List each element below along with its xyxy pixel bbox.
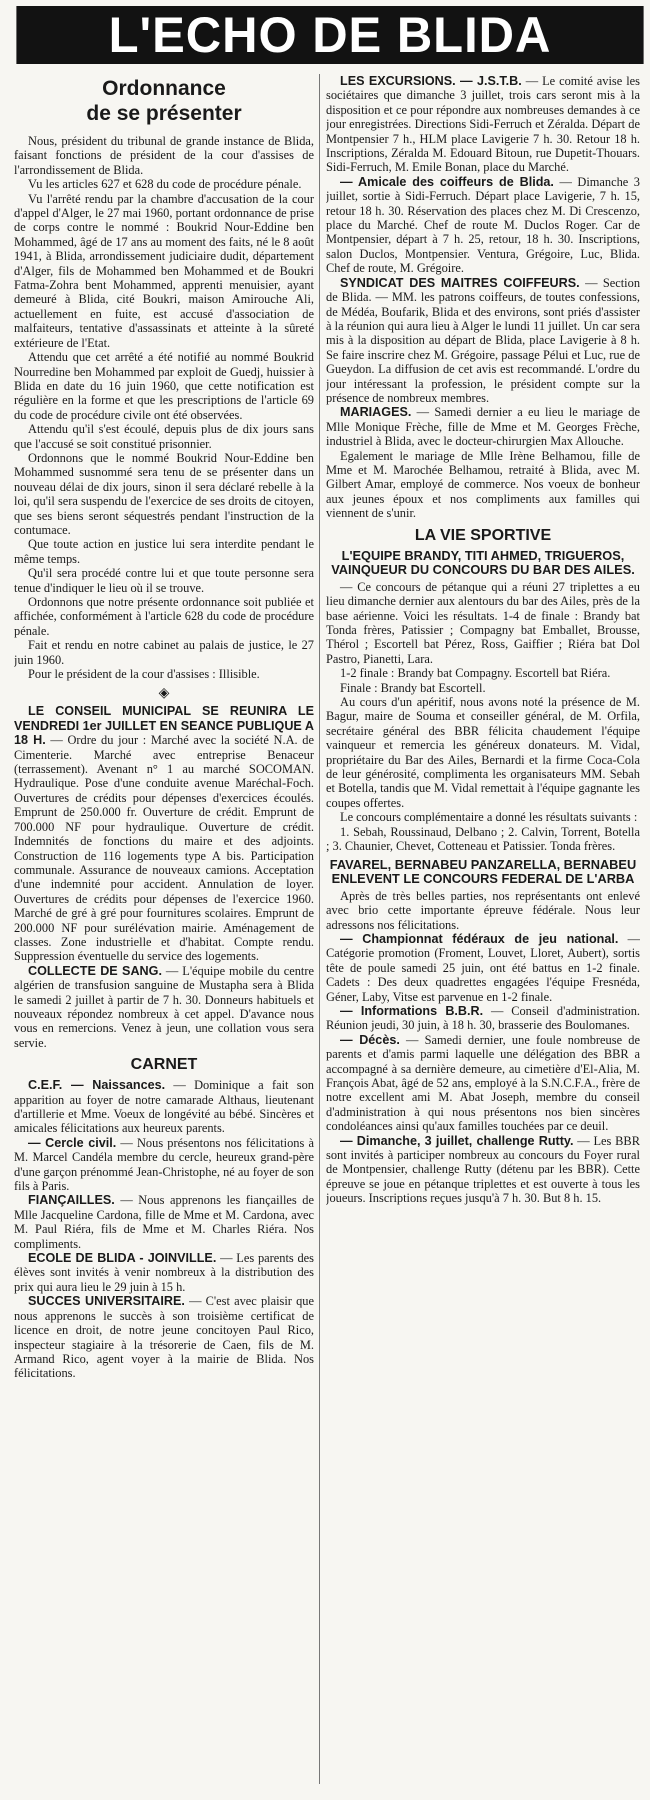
vie-sportive-title: LA VIE SPORTIVE [414, 526, 552, 544]
ordonnance-paragraph: Attendu que cet arrêté a été notifié au nommé Boukrid Nourredine ben Mohammed par exploit de Guedj, huissier à Blida en date du 16 juin 1960, que cette notification est régulière en la forme et que les prescriptions de l'article 69 du code de procédure civile ont été observées. [14, 350, 314, 422]
mariages-headline: MARIAGES. [340, 405, 412, 420]
ordonnance-paragraph: Fait et rendu en notre cabinet au palais de justice, le 27 juin 1960. [14, 638, 314, 667]
ordonnance-paragraph: Ordonnons que notre présente ordonnance soit publiée et affichée, conformément à l'article 628 du code de procédure pénale. [14, 595, 314, 638]
ordonnance-paragraph: Attendu qu'il s'est écoulé, depuis plus de dix jours sans que l'accusé se soit constitué prisonnier. [14, 422, 314, 451]
brandy-paragraph: Au cours d'un apéritif, nous avons noté la présence de M. Bagur, maire de Souma et conseiller général, de M. Orfila, secrétaire général des BBR félicita chaudement l'équipe vainqueur et remercia les généreux donateurs. M. Vidal, propriétaire du Bar des Ailes, Bernardi et la firme Coca-Cola de leur générosité, complimenta les organisateurs MM. Sebah et Botella, tandis que M. Vidal remettait à l'équipe gagnante les coupes offertes. [326, 695, 640, 810]
ordonnance-paragraph: Ordonnons que le nommé Boukrid Nour-Eddine ben Mohammed susnommé sera tenu de se présenter dans un nouveau délai de dix jours, sinon il sera déclaré rebelle à la loi, qu'il sera suspendu de l'exercice de ses droits de citoyen, que ses biens seront séquestrés pendant l'instruction de la contumace. [14, 450, 314, 537]
succes-body: — C'est avec plaisir que nous apprenons le succès à son troisième certificat de licence en droit, de notre jeune concitoyen Paul Rico, inspecteur stagiaire à la trésorerie de Caen, fils de M. Armand Rico, agent voyer à la mairie de Blida. Nos félicitations. [14, 1294, 314, 1381]
ordonnance-title-line1: Ordonnance [102, 77, 226, 100]
ornament-separator: ◈ [158, 686, 170, 702]
syndicat-article [326, 276, 640, 406]
championnat-body: — Catégorie promotion (Froment, Louvet, Lloret, Aubert), sortis tête de poule samedi 25 juin, ont été battus en 1-2 finale. Cadets : Des deux quadrettes engagées l'équipe Fresnéda, Géner, Laby, Vitse est parvenue en 1-2 finale. [326, 931, 640, 1004]
deces-body: — Samedi dernier, une foule nombreuse de parents et d'amis parmi laquelle une délégation des BBR a accompagné à sa dernière demeure, au cimetière d'El-Alia, M. François Abat, âgé de 52 ans, employé à la S.N.C.F.A., frère de notre excellent ami M. Abat Joseph, membre du conseil d'administration à qui nous présentons nos bien sincères condoléances ainsi qu'aux familles touchées par ce deuil. [326, 1032, 640, 1134]
left-column [14, 74, 314, 1792]
ordonnance-title-line2: de se présenter [86, 102, 242, 125]
right-column [326, 74, 640, 1792]
succes-article [14, 1294, 314, 1380]
cef-article [14, 1078, 314, 1136]
collecte-headline: COLLECTE DE SANG. [28, 963, 162, 978]
ordonnance-paragraph: Qu'il sera procédé contre lui et que toute personne sera tenue d'indiquer le lieu où il se trouve. [14, 566, 314, 595]
ecole-article [14, 1251, 314, 1294]
fiancailles-headline: FIANÇAILLES. [28, 1193, 115, 1208]
ordonnance-paragraph: Vu les articles 627 et 628 du code de procédure pénale. [28, 177, 302, 192]
brandy-paragraph: 1-2 finale : Brandy bat Compagny. Escortell bat Riéra. [340, 666, 611, 681]
amicale-body: — Dimanche 3 juillet, sortie à Sidi-Ferruch. Départ place Lavigerie, 7 h. 15, retour 18 h. 30. Réservation des places chez M. Di Crescenzo, place du Marché. Chef de route M. Duclos Roger. Car de Montpensier, départ à 7 h. 25, retour, 18 h. 30. Inscriptions, salon Duclos, Montpensier. Ventura, Grégoire, Luc, Blida. Chef de route, M. Grégoire. [326, 174, 640, 276]
mariages-paragraph: Egalement le mariage de Mlle Irène Belhamou, fille de Mme et M. Marochée Belhamou, retraité à Blida, avec M. Gilbert Amar, employé de commerce. Nos voeux de bonheur aux jeunes époux et nos compliments aux familles qui viennent de s'unir. [326, 448, 640, 521]
fiancailles-article [14, 1193, 314, 1251]
mariages-article [326, 405, 640, 448]
championnat-article [326, 932, 640, 1004]
dimanche-headline: — Dimanche, 3 juillet, challenge Rutty. [340, 1133, 574, 1148]
brandy-paragraph: 1. Sebah, Roussinaud, Delbano ; 2. Calvin, Torrent, Botella ; 3. Chaunier, Chevet, Cotteneau et Patissier. Tonda frères. [326, 824, 640, 854]
brandy-headline: L'EQUIPE BRANDY, TITI AHMED, TRIGUEROS, VAINQUEUR DU CONCOURS DU BAR DES AILES. [331, 547, 635, 578]
brandy-paragraph: — Ce concours de pétanque qui a réuni 27 triplettes a eu lieu dimanche dernier aux alentours du bar des Ailes, près de la base aérienne. Voici les résultats. 1-4 de finale : Brandy bat Tonda frères, Patissier ; Compagny bat Emballet, Brousse, Thérol ; Escortell bat Pérez, Ross, Gaiffier ; Riéra bat Dol Pastro, Pianetti, Lara. [326, 579, 640, 666]
deces-article [326, 1033, 640, 1134]
collecte-body: — L'équipe mobile du centre algérien de transfusion sanguine de Mustapha sera à Blida le samedi 2 juillet à partir de 7 h. 30. Donneurs habituels et nouveaux répondez nombreux à cet appel. D'avance nous vous en remercions. Venez à jeun, une collation vous sera servie. [14, 963, 314, 1050]
conseil-article [14, 704, 314, 963]
ecole-body: — Les parents des élèves sont invités à venir nombreux à la distribution des prix qui aura lieu le 29 juin à 15 h. [14, 1251, 314, 1294]
mariages-body: — Samedi dernier a eu lieu le mariage de Mlle Monique Frèche, fille de Mme et M. Georges Frèche, industriel à Blida, avec le docteur-chirurgien Max Allouche. [326, 405, 640, 449]
excursions-article [326, 74, 640, 175]
ordonnance-paragraph: Nous, président du tribunal de grande instance de Blida, faisant fonctions de président de la cour d'assises de l'arrondissement de Blida. [14, 134, 314, 177]
ordonnance-title [14, 76, 314, 126]
deces-headline: — Décès. [340, 1032, 400, 1047]
ordonnance-signature: Pour le président de la cour d'assises : Illisible. [28, 667, 260, 682]
cef-headline: C.E.F. — Naissances. [28, 1078, 166, 1093]
syndicat-headline: SYNDICAT DES MAITRES COIFFEURS. [340, 275, 580, 290]
cercle-headline: — Cercle civil. [28, 1135, 117, 1150]
ecole-headline: ECOLE DE BLIDA - JOINVILLE. [28, 1251, 217, 1266]
favarel-headline: FAVAREL, BERNABEU PANZARELLA, BERNABEU ENLEVENT LE CONCOURS FEDERAL DE L'ARBA [329, 856, 637, 887]
ordonnance-paragraph: Que toute action en justice lui sera interdite pendant le même temps. [14, 537, 314, 566]
brandy-paragraph: Finale : Brandy bat Escortell. [340, 680, 486, 695]
conseil-body: — Ordre du jour : Marché avec la société N.A. de Cimenterie. Marché avec entreprise Benaceur (terrassement). Avenant n° 1 au marché SOCOMAN. Hydraulique. Pose d'une conduite avenue Maréchal-Foch. Ouvertures de crédits pour dépenses d'exercices écoulés. Emprunt de 250.000 fr. Ouverture de crédit. Emprunt de 700.000 NF pour hydraulique. Ouverture de crédit. Indemnités de fonctions du maire et des adjoints. Construction de 116 logements type A bis. Participation communale. Assurance de nouveaux camions. Acceptation d'une indemnité pour accident. Annulation de loyer. Ouvertures de crédits pour dépenses de l'exercice 1960. Marché de gré à gré pour fournitures scolaires. Emprunt de 200.000 NF pour surélévation mairie. Aménagement de classes. Zone industrielle et d'habitat. Compte rendu. Suppression éventuelle du service des logements. [14, 733, 314, 964]
conseil-headline: LE CONSEIL MUNICIPAL SE REUNIRA LE VENDREDI 1er JUILLET EN SEANCE PUBLIQUE A 18 H. [14, 704, 314, 748]
column-divider [319, 74, 320, 1784]
succes-headline: SUCCES UNIVERSITAIRE. [28, 1294, 185, 1309]
favarel-paragraph: Après de très belles parties, nos représentants ont enlevé avec brio cette importante épreuve fédérale. Nous leur adressons nos félicitations. [326, 888, 640, 932]
excursions-headline: LES EXCURSIONS. — J.S.T.B. [340, 74, 522, 88]
cercle-body: — Nous présentons nos félicitations à M. Marcel Candéla membre du cercle, heureux grand-père d'une garçon prénommé Jean-Christophe, né au foyer de son fils à Paris. [14, 1135, 314, 1194]
dimanche-article [326, 1134, 640, 1206]
collecte-article [14, 964, 314, 1050]
cercle-article [14, 1136, 314, 1194]
amicale-article [326, 175, 640, 276]
ordonnance-paragraph: Vu l'arrêté rendu par la chambre d'accusation de la cour d'appel d'Alger, le 27 mai 1960, portant ordonnance de prise de corps contre le nommé : Boukrid Nour-Eddine ben Mohammed, âgé de 17 ans au moment des faits, né le 8 août 1941, à Blida, arrondissement judiciaire dudit, département d'Alger, fils de Mohammed ben Mohammed et de Boukri Fatma-Zohra bent Mohammed, apprenti menuisier, ayant demeuré à Blida, cité Boukri, maison Amirouche Ali, actuellement en fuite, est accusé d'association de malfaiteurs, tentative d'assassinats et atteinte à la sûreté extérieure de l'Etat. [14, 191, 314, 350]
brandy-paragraph: Le concours complémentaire a donné les résultats suivants : [340, 810, 638, 825]
dimanche-body: — Les BBR sont invités à participer nombreux au concours du Foyer rural de Montpensier, challenge Rutty (détenu par les BBR). Cette épreuve se joue en pétanque triplettes et est ouverte à tous les joueurs. Inscriptions reçues jusqu'à 7 h. 30. But 8 h. 15. [326, 1133, 640, 1206]
carnet-title: CARNET [130, 1056, 198, 1074]
masthead-title: L'ECHO DE BLIDA [16, 6, 643, 64]
championnat-headline: — Championnat fédéraux de jeu national. [340, 931, 619, 946]
syndicat-body: — Section de Blida. — MM. les patrons coiffeurs, de toutes confessions, de Médéa, Boufarik, Blida et des environs, sont priés d'assister à la réunion qui aura lieu à Alger le lundi 11 juillet. Un car sera mis à la disposition au départ de Blida, place Lavigerie à 8 h. Se faire inscrire chez M. Grégoire, passage Pélui et Luc, rue de Gueydon. La diffusion de cet avis est recommandé. L'ordre du jour intéressant la profession, le président compte sur la présence de nombreux membres. [326, 275, 640, 405]
cef-body: — Dominique a fait son apparition au foyer de notre camarade Althaus, lieutenant d'artillerie et Mme. Voeux de longévité au bébé. Sincères et amicales félicitations aux heureux parents. [14, 1078, 314, 1136]
informations-article [326, 1004, 640, 1033]
fiancailles-body: — Nous apprenons les fiançailles de Mlle Jacqueline Cardona, fille de Mme et M. Cardona, avec M. Paul Riéra, fils de Mme et M. Charles Riéra. Nos compliments. [14, 1193, 314, 1251]
informations-headline: — Informations B.B.R. [340, 1003, 484, 1018]
informations-body: — Conseil d'administration. Réunion jeudi, 30 juin, à 18 h. 30, brasserie des Boulomanes. [326, 1003, 640, 1033]
excursions-body: — Le comité avise les sociétaires que dimanche 3 juillet, trois cars seront mis à la disposition et ce pour répondre aux nombreuses demandes à ce jour enregistrées. Directions Sidi-Ferruch et Zéralda. Départ de Montpensier 7 h., HLM place Lavigerie 7 h. 30. Retour 18 h. Inscriptions, Zéralda M. Edouard Bitoun, rue Dupetit-Thouars. Sidi-Ferruch, M. Emile Bonan, place du Marché. [326, 74, 640, 175]
amicale-headline: — Amicale des coiffeurs de Blida. [340, 174, 554, 189]
